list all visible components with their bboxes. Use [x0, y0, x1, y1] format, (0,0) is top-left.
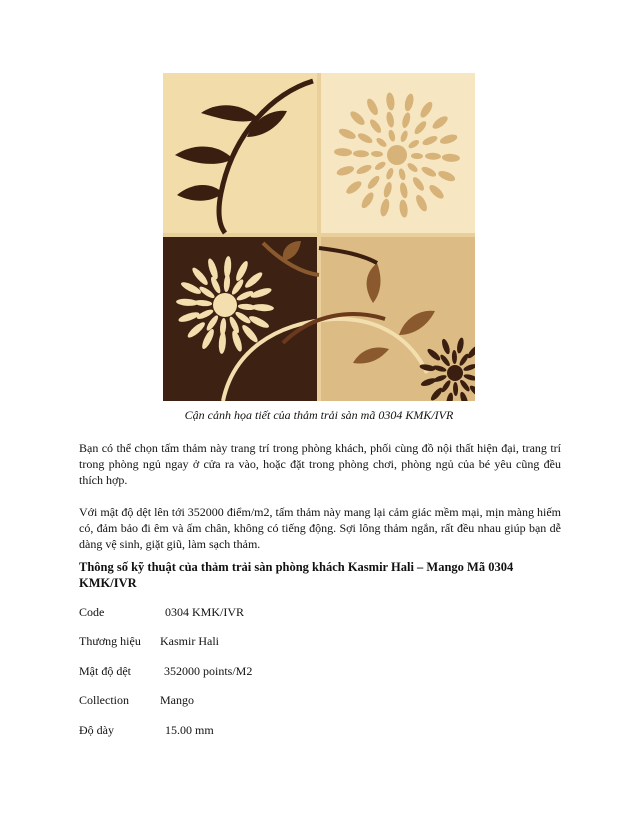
spec-label: Collection [79, 693, 129, 707]
paragraph-usage: Bạn có thể chọn tấm thảm này trang trí trong phòng khách, phối cùng đồ nội thất hiện đại, trang trí trong phòng ngủ ngay ở cửa ra vào, hoặc đặt trong phòng chơi, phòng ngủ của bé yêu cũng đều thích hợp. [79, 441, 561, 487]
carpet-pattern-image [163, 73, 475, 401]
image-caption: Cận cảnh họa tiết của thảm trải sàn mã 0304 KMK/IVR [184, 408, 454, 422]
spec-value: Mango [160, 693, 194, 707]
spec-label: Thương hiệu [79, 634, 141, 648]
spec-value: Kasmir Hali [160, 634, 219, 648]
spec-value: 352000 points/M2 [164, 664, 253, 678]
spec-label: Code [79, 605, 105, 619]
spec-value: 15.00 mm [165, 723, 214, 737]
spec-heading: Thông số kỹ thuật của thảm trải sàn phòng khách Kasmir Hali – Mango Mã 0304 KMK/IVR [79, 560, 514, 590]
spec-label: Độ dày [79, 723, 114, 737]
paragraph-density: Với mật độ dệt lên tới 352000 điểm/m2, tấm thảm này mang lại cảm giác mềm mại, mịn màng hiếm có, đảm bảo đi êm và ấm chân, không có tiếng động. Sợi lông thảm ngắn, rất đều nhau giúp bạn dễ dàng vệ sinh, giặt giũ, làm sạch thảm. [79, 505, 561, 551]
spec-value: 0304 KMK/IVR [165, 605, 245, 619]
spec-label: Mật độ dệt [79, 664, 131, 678]
